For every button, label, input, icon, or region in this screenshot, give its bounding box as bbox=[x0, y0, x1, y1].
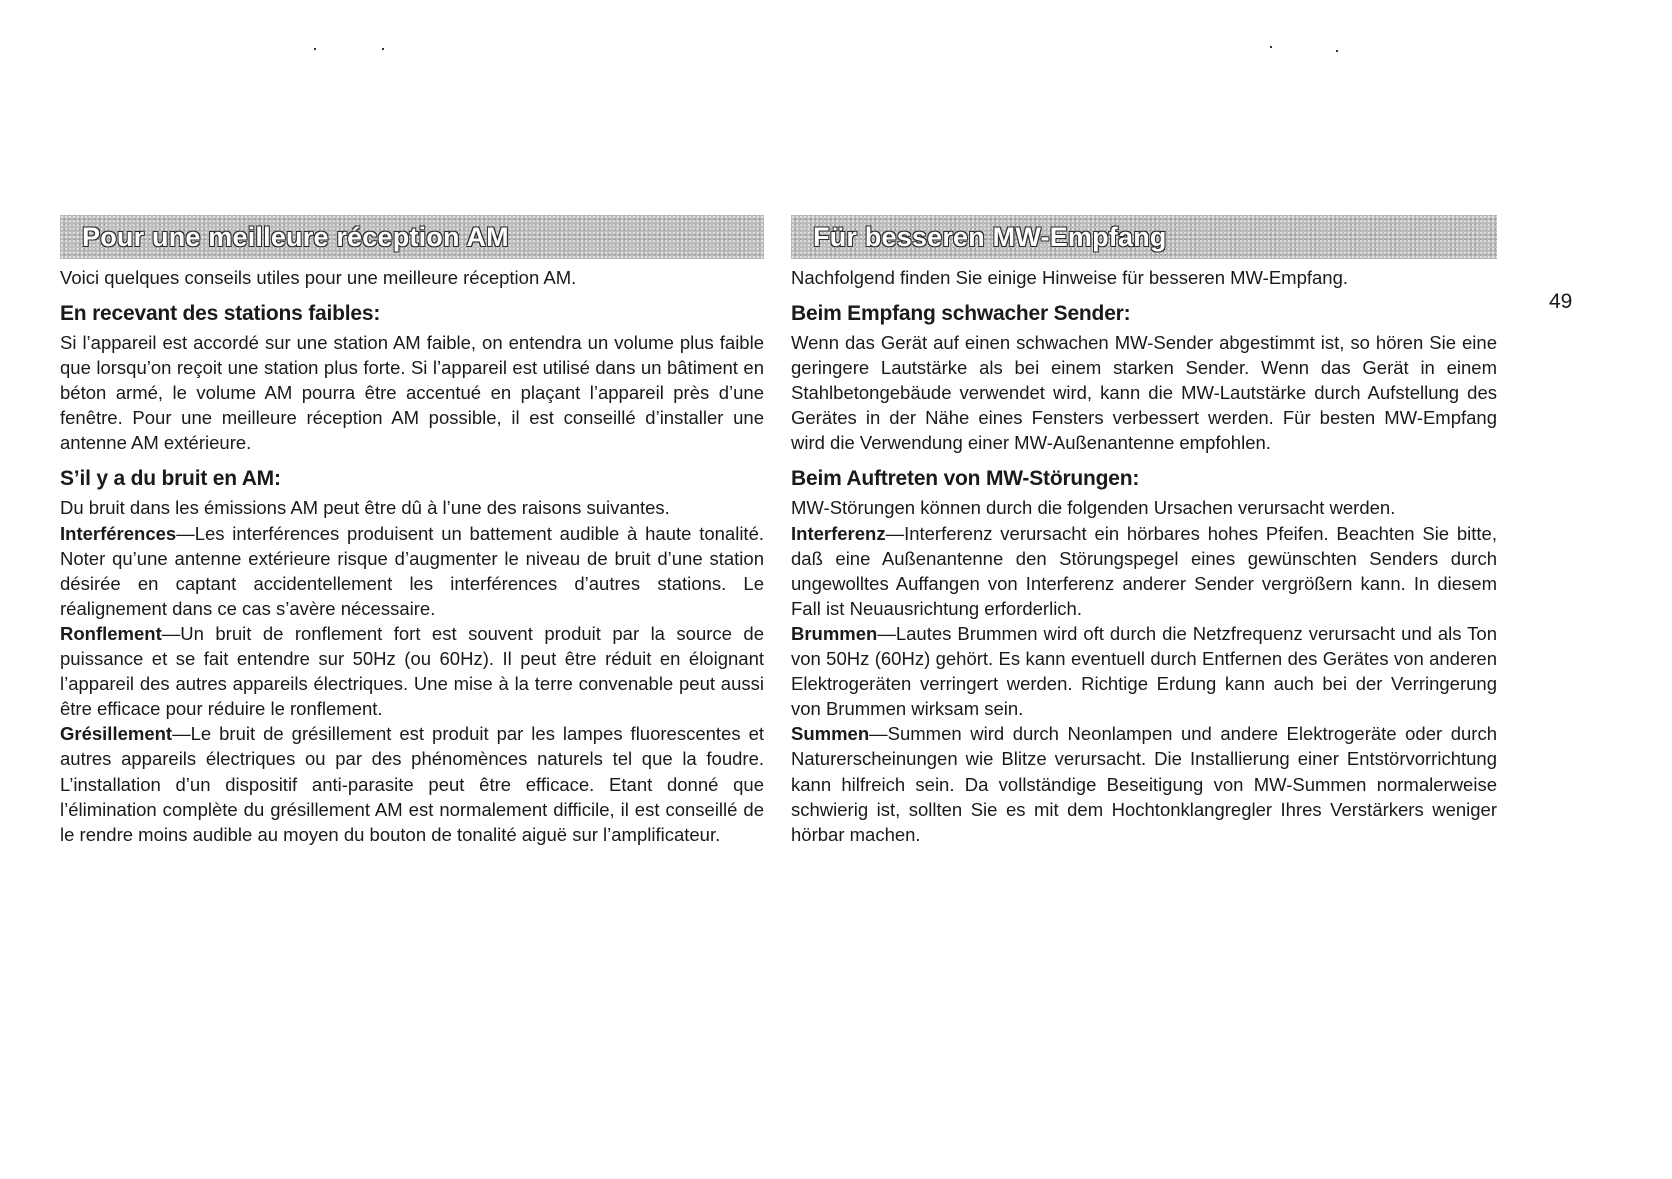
scan-speck bbox=[1270, 46, 1272, 48]
french-item-gresillement bbox=[60, 721, 764, 846]
german-column bbox=[791, 215, 1497, 847]
german-weak-stations-text: Wenn das Gerät auf einen schwachen MW-Sender abgestimmt ist, so hören Sie eine geringere Lautstärke als bei einem starken Sender. Wenn das Gerät in einem Stahlbetongebäude verwendet wird, kann die MW-Lautstärke durch Aufstellung des Gerätes in der Nähe eines Fensters verbessert werden. Für besten MW-Empfang wird die Verwendung einer MW-Außenantenne empfohlen. bbox=[791, 332, 1497, 454]
german-term-interferenz: Interferenz bbox=[791, 522, 886, 544]
french-noise-heading: S’il y a du bruit en AM: bbox=[60, 467, 281, 491]
german-term-summen: Summen bbox=[791, 723, 870, 745]
scan-speck bbox=[314, 48, 316, 50]
french-section-title: Pour une meilleure réception AM bbox=[82, 221, 509, 252]
german-intro: Nachfolgend finden Sie einige Hinweise für besseren MW-Empfang. bbox=[791, 267, 1349, 288]
page-number: 49 bbox=[1549, 290, 1573, 313]
french-term-gresillement: Grésillement bbox=[60, 723, 173, 745]
german-text-brummen: —Lautes Brummen wird oft durch die Netzfrequenz verursacht und als Ton von 50Hz (60Hz) gehört. Es kann eventuell durch Entfernen des Gerätes von anderen Elektrogeräten verringert werden. Richtige Erdung kann auch bei der Verringerung von Brummen wirksam sein. bbox=[791, 622, 1497, 720]
german-item-brummen bbox=[791, 621, 1497, 721]
french-item-ronflement bbox=[60, 621, 764, 721]
french-column bbox=[60, 215, 764, 847]
scan-speck bbox=[1336, 50, 1338, 52]
scan-speck bbox=[382, 48, 384, 50]
french-term-interferences: Interférences bbox=[60, 522, 177, 544]
german-weak-stations-heading: Beim Empfang schwacher Sender: bbox=[791, 302, 1131, 325]
german-text-interferenz: —Interferenz verursacht ein hörbares hohes Pfeifen. Beachten Sie bitte, daß eine Außenantenne den Störungspegel eines gewünschten Senders durch ungewolltes Auffangen von Interferenz anderer Sender vergrößern kann. In diesem Fall ist Neuausrichtung erforderlich. bbox=[791, 522, 1497, 619]
german-term-brummen: Brummen bbox=[791, 622, 878, 644]
french-weak-stations-heading: En recevant des stations faibles: bbox=[60, 302, 381, 325]
french-text-interferences: —Les interférences produisent un battement audible à haute tonalité. Noter qu’une antenne extérieure risque d’augmenter le niveau de bruit d’une station désirée en captant accidentellement les interférences d’autres stations. Le réalignement dans ce cas s’avère nécessaire. bbox=[60, 522, 764, 619]
french-text-ronflement: —Un bruit de ronflement fort est souvent produit par la source de puissance et se fait entendre sur 50Hz (ou 60Hz). Il peut être réduit en éloignant l’appareil des autres appareils électriques. Une mise à la terre convenable peut aussi être efficace pour réduire le ronflement. bbox=[60, 622, 764, 720]
german-text-summen: —Summen wird durch Neonlampen und andere Elektrogeräte oder durch Naturerscheinungen wie Blitze verursacht. Die Installierung einer Entstörvorrichtung kann hilfreich sein. Da vollständige Beseitigung von MW-Summen normalerweise schwierig ist, sollten Sie es mit dem Hochtonklangregler Ihres Verstärkers weniger hörbar machen. bbox=[791, 723, 1497, 845]
german-section-title: Für besseren MW-Empfang bbox=[813, 221, 1167, 252]
french-weak-stations-text: Si l’appareil est accordé sur une station AM faible, on entendra un volume plus faible que lorsqu’on reçoit une station plus forte. Si l’appareil est utilisé dans un bâtiment en béton armé, le volume AM pourra être accentué en plaçant l’appareil près d’une fenêtre. Pour une meilleure réception AM possible, il est conseillé d’installer une antenne AM extérieure. bbox=[60, 332, 764, 454]
german-section-banner bbox=[791, 215, 1497, 259]
french-section-banner bbox=[60, 215, 764, 259]
french-noise-intro: Du bruit dans les émissions AM peut être dû à l’une des raisons suivantes. bbox=[60, 497, 670, 519]
french-intro: Voici quelques conseils utiles pour une meilleure réception AM. bbox=[60, 267, 577, 288]
german-item-summen bbox=[791, 721, 1497, 846]
french-text-gresillement: —Le bruit de grésillement est produit par les lampes fluorescentes et autres appareils électriques ou par des phénomènces naturels tel que la foudre. L’installation d’un dispositif anti-parasite peut être efficace. Etant donné que l’élimination complète du grésillement AM est normalement difficile, il est conseillé de le rendre moins audible au moyen du bouton de tonalité aiguë sur l’amplificateur. bbox=[60, 723, 764, 845]
german-item-interferenz bbox=[791, 521, 1497, 621]
french-item-interferences bbox=[60, 521, 764, 621]
french-term-ronflement: Ronflement bbox=[60, 622, 162, 644]
german-noise-intro: MW-Störungen können durch die folgenden Ursachen verursacht werden. bbox=[791, 497, 1396, 519]
german-noise-heading: Beim Auftreten von MW-Störungen: bbox=[791, 467, 1140, 491]
